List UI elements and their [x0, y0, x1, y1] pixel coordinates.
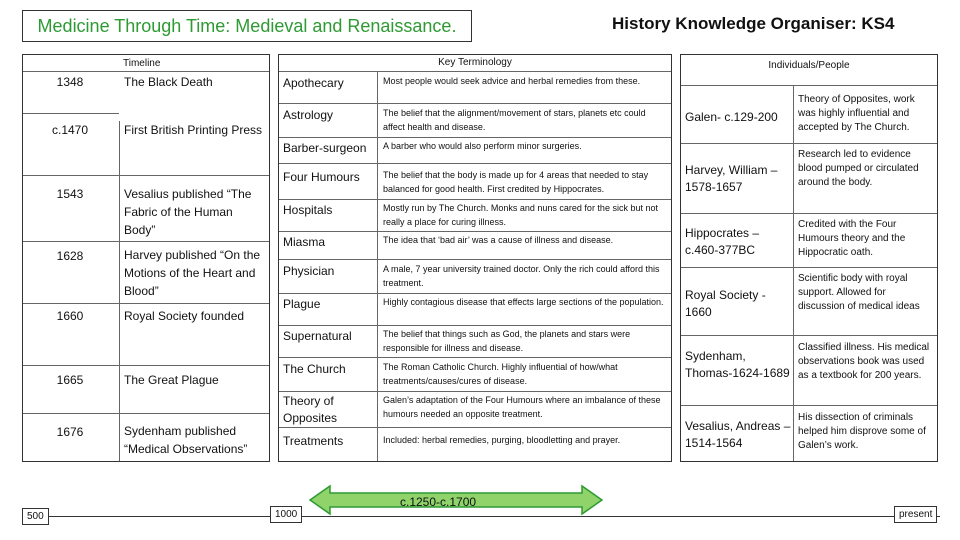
person-description: Credited with the Four Humours theory and the Hippocratic oath. — [798, 219, 906, 258]
term-definition: Most people would seek advice and herbal remedies from these. — [383, 76, 641, 86]
divider — [279, 357, 671, 358]
divider — [681, 267, 937, 268]
divider — [279, 293, 671, 294]
divider — [23, 365, 269, 366]
timeline-date: 1348 — [56, 75, 84, 89]
term-definition: Galen’s adaptation of the Four Humours where an imbalance of these humours needed an opposite treatment. — [383, 395, 661, 419]
key-terminology-panel — [278, 54, 672, 462]
timeline-heading: Timeline — [123, 58, 161, 69]
timeline-panel — [22, 54, 270, 462]
divider — [681, 405, 937, 406]
term: Four Humours — [283, 170, 360, 184]
term: Barber-surgeon — [283, 141, 367, 155]
timeline-date: 1543 — [56, 187, 84, 201]
title-box — [22, 10, 472, 42]
term-definition: The belief that the body is made up for 4 areas that needed to stay balanced for good health. First credited by Hippocrates. — [383, 170, 649, 194]
divider — [681, 213, 937, 214]
person-description: Scientific body with royal support. Allowed for discussion of medical ideas — [798, 273, 920, 312]
timeline-event: Vesalius published “The Fabric of the Human Body” — [124, 187, 252, 237]
timeline-event: The Black Death — [124, 75, 213, 89]
divider — [279, 71, 671, 72]
person-name: Sydenham, Thomas-1624-1689 — [685, 349, 790, 380]
term: Plague — [283, 297, 321, 311]
divider — [279, 427, 671, 428]
terms-heading: Key Terminology — [438, 57, 512, 68]
divider — [279, 259, 671, 260]
timeline-date: 1676 — [56, 425, 84, 439]
person-description: Classified illness. His medical observations book was used as a textbook for 200 years. — [798, 342, 930, 381]
people-heading: Individuals/People — [768, 60, 850, 71]
term-definition: Highly contagious disease that effects large sections of the population. — [383, 297, 664, 307]
term-definition: Mostly run by The Church. Monks and nuns cared for the sick but not really a place for curing illness. — [383, 203, 658, 227]
divider — [279, 137, 671, 138]
person-name: Harvey, William – 1578-1657 — [685, 163, 778, 194]
organiser-title: History Knowledge Organiser: KS4 — [612, 14, 895, 33]
period-label: c.1250-c.1700 — [400, 495, 477, 509]
timeline-date: 1660 — [56, 309, 84, 323]
term-definition: The belief that things such as God, the planets and stars were responsible for illness and disease. — [383, 329, 631, 353]
timeline-date: 1628 — [56, 249, 84, 263]
person-description: Theory of Opposites, work was highly influential and accepted by The Church. — [798, 94, 915, 133]
term: Physician — [283, 264, 335, 278]
person-name: Galen- c.129-200 — [685, 110, 778, 124]
term-definition: Included: herbal remedies, purging, bloodletting and prayer. — [383, 435, 621, 445]
divider — [681, 143, 937, 144]
divider — [23, 175, 269, 176]
term: Apothecary — [283, 76, 344, 90]
timeline-date: c.1470 — [51, 123, 89, 137]
term: Miasma — [283, 235, 326, 249]
term: The Church — [283, 362, 346, 376]
individuals-panel — [680, 54, 938, 462]
timeline-event: Sydenham published “Medical Observations” — [124, 424, 248, 456]
divider — [279, 325, 671, 326]
person-name: Vesalius, Andreas – 1514-1564 — [685, 419, 791, 450]
timeline-event: Harvey published “On the Motions of the Heart and Blood” — [124, 248, 261, 298]
timeline-divider — [119, 121, 120, 461]
timeline-event: The Great Plague — [124, 373, 219, 387]
person-name: Hippocrates – c.460-377BC — [685, 226, 760, 257]
divider — [23, 113, 119, 114]
divider — [279, 391, 671, 392]
term-definition: The Roman Catholic Church. Highly influential of how/what treatments/causes/cures of disease. — [383, 362, 618, 386]
term: Supernatural — [283, 329, 352, 343]
term-definition: The idea that ‘bad air’ was a cause of illness and disease. — [383, 235, 614, 245]
divider — [23, 71, 269, 72]
timeline-event: First British Printing Press — [124, 123, 263, 137]
divider — [23, 303, 269, 304]
term-definition: The belief that the alignment/movement of stars, planets etc could affect health and disease. — [383, 108, 646, 132]
divider — [23, 413, 269, 414]
divider — [681, 85, 937, 86]
timeline-date: 1665 — [56, 373, 84, 387]
divider — [681, 335, 937, 336]
term: Astrology — [283, 108, 334, 122]
divider — [279, 231, 671, 232]
term-definition: A barber who would also perform minor surgeries. — [383, 141, 582, 151]
divider — [279, 103, 671, 104]
timeline-end: present — [894, 506, 937, 523]
divider — [279, 163, 671, 164]
timeline-event: Royal Society founded — [124, 309, 245, 323]
timeline-start: 500 — [22, 508, 49, 525]
page-title: Medicine Through Time: Medieval and Renaissance. — [37, 15, 457, 36]
person-description: His dissection of criminals helped him disprove some of Galen’s work. — [798, 412, 926, 451]
person-name: Royal Society - 1660 — [685, 288, 766, 319]
terms-divider — [377, 71, 378, 461]
term-definition: A male, 7 year university trained doctor. Only the rich could afford this treatment. — [383, 264, 660, 288]
term: Treatments — [283, 434, 344, 448]
person-description: Research led to evidence blood pumped or circulated around the body. — [798, 149, 919, 188]
term: Hospitals — [283, 203, 333, 217]
timeline-mid: 1000 — [270, 506, 302, 523]
divider — [279, 199, 671, 200]
divider — [23, 241, 269, 242]
term: Theory of Opposites — [283, 394, 338, 425]
